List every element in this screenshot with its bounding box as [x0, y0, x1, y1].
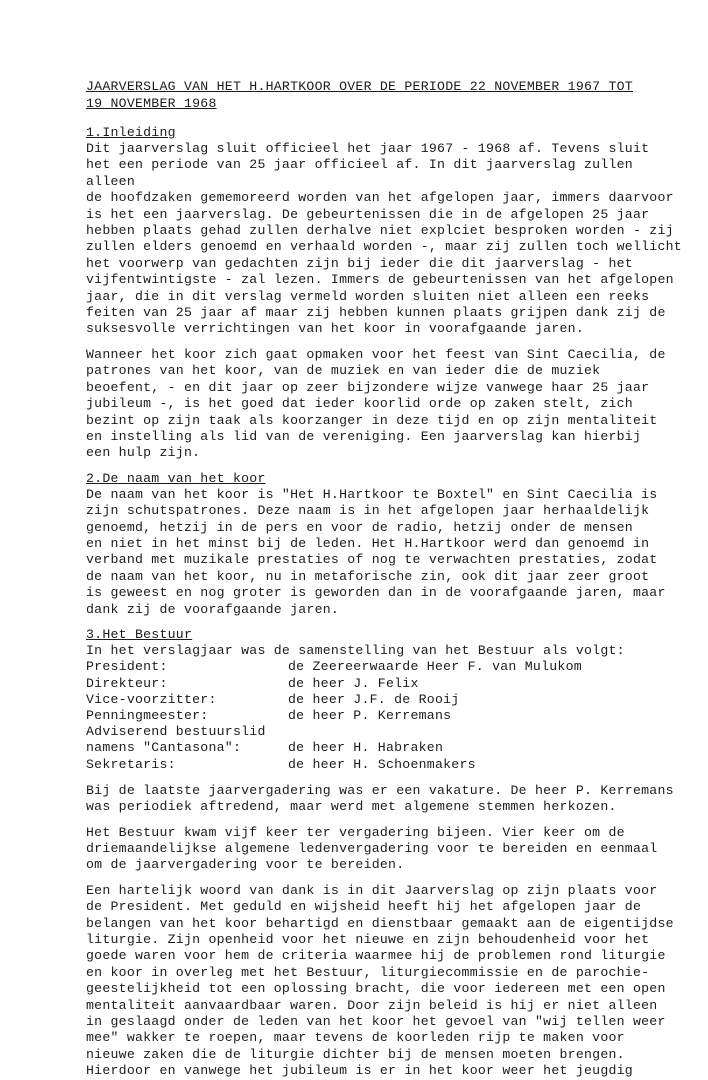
board-member-name: de heer H. Schoenmakers	[288, 756, 476, 772]
board-role: namens "Cantasona":	[86, 740, 242, 756]
board-member-name: de heer P. Kerremans	[288, 707, 452, 723]
board-role: Sekretaris:	[86, 756, 176, 772]
board-member-name: de Zeereerwaarde Heer F. van Mulukom	[288, 659, 582, 675]
section-2-paragraph-1: De naam van het koor is "Het H.Hartkoor te Boxtel" en Sint Caecilia is zijn schutspatrones. Deze naam is in het afgelopen jaar herhaaldelijk genoemd, hetzij in de pers en voor de radio, hetzij onder de mensen en niet in het minst bij de leden. Het H.Hartkoor werd dan genoemd in verband met muzikale prestaties of nog te verwachten prestaties, zodat de naam van het koor, nu in metaforische zin, ook dit jaar zeer groot is geweest en nog groter is geworden dan in de voorafgaande jaren, maar dank zij de voorafgaande jaren.	[86, 486, 666, 617]
board-row	[86, 676, 686, 692]
section-3-heading: 3.Het Bestuur	[86, 626, 193, 642]
board-intro: In het verslagjaar was de samenstelling van het Bestuur als volgt:	[86, 642, 625, 658]
section-1-heading: 1.Inleiding	[86, 125, 176, 140]
board-role: Penningmeester:	[86, 707, 209, 723]
board-row	[86, 708, 686, 724]
board-row	[86, 724, 686, 740]
board-member-name: de heer H. Habraken	[288, 740, 444, 756]
board-member-name: de heer J.F. de Rooij	[288, 691, 460, 707]
board-member-name	[288, 724, 686, 740]
section-3-paragraph-2: Het Bestuur kwam vijf keer ter vergadering bijeen. Vier keer om de driemaandelijkse algemene ledenvergadering voor te bereiden en eenmaal om de jaarvergadering voor te bereiden.	[86, 824, 658, 873]
section-1-paragraph-2: Wanneer het koor zich gaat opmaken voor het feest van Sint Caecilia, de patrones van het koor, van de muziek en van ieder die de muziek beoefent, - en dit jaar op zeer bijzondere wijze vanwege haar 25 jaar jubileum -, is het goed dat ieder koorlid orde op zaken stelt, zich bezint op zijn taak als koorzanger in deze tijd en op zijn mentaliteit en instelling als lid van de vereniging. Een jaarverslag kan hierbij een hulp zijn.	[86, 346, 666, 461]
board-row	[86, 692, 686, 708]
title-line-1: JAARVERSLAG VAN HET H.HARTKOOR OVER DE PERIODE 22 NOVEMBER 1967 TOT	[86, 79, 633, 94]
board-row	[86, 757, 686, 773]
board-row	[86, 659, 686, 675]
board-role: Vice-voorzitter:	[86, 691, 217, 707]
board-role: Direkteur:	[86, 675, 168, 691]
board-role: President:	[86, 659, 168, 675]
board-members-table	[86, 659, 686, 772]
title-line-2: 19 NOVEMBER 1968	[86, 96, 217, 111]
section-3-paragraph-3: Een hartelijk woord van dank is in dit Jaarverslag op zijn plaats voor de President. Met geduld en wijsheid heeft hij het afgelopen jaar de belangen van het koor behartigd en dienstbaar gemaakt aan de eigentijdse liturgie. Zijn openheid voor het nieuwe en zijn behoudenheid voor het goede waren voor hem de criteria waarmee hij de problemen rond liturgie en koor in overleg met het Bestuur, liturgiecommissie en de parochie- geestelijkheid tot een oplossing bracht, die voor iedereen met een open mentaliteit aanvaardbaar waren. Door zijn beleid is hij er niet alleen in geslaagd onder de leden van het koor het gevoel van "wij tellen weer mee" wakker te roepen, maar tevens de koorleden rijp te maken voor nieuwe zaken die de liturgie dichter bij de mensen moeten brengen. Hierdoor en vanwege het jubileum is er in het koor weer het jeugdig	[86, 882, 674, 1079]
board-member-name: de heer J. Felix	[288, 675, 419, 691]
document-title	[86, 78, 686, 112]
section-1-paragraph-1: Dit jaarverslag sluit officieel het jaar 1967 - 1968 af. Tevens sluit het een periode van 25 jaar officieel af. In dit jaarverslag zullen alleen de hoofdzaken gememoreerd worden van het afgelopen jaar, immers daarvoor is het een jaarverslag. De gebeurtenissen die in de afgelopen 25 jaar hebben plaats gehad zullen derhalve niet explciet besproken worden - zij zullen elders genoemd en verhaald worden -, maar zij zullen toch wellicht het voorwerp van gedachten zijn bij ieder die dit jaarverslag - het vijfentwintigste - zal lezen. Immers de gebeurtenissen van het afgelopen jaar, die in dit verslag vermeld worden sluiten niet alleen een reeks feiten van 25 jaar af maar zij hebben kunnen plaats grijpen dank zij de suksesvolle verrichtingen van het koor in voorafgaande jaren.	[86, 141, 682, 337]
board-row	[86, 740, 686, 756]
board-role: Adviserend bestuurslid	[86, 724, 266, 740]
section-2-heading: 2.De naam van het koor	[86, 470, 266, 486]
section-3-paragraph-1: Bij de laatste jaarvergadering was er een vakature. De heer P. Kerremans was periodiek aftredend, maar werd met algemene stemmen herkozen.	[86, 782, 674, 815]
document-page	[86, 78, 686, 1080]
